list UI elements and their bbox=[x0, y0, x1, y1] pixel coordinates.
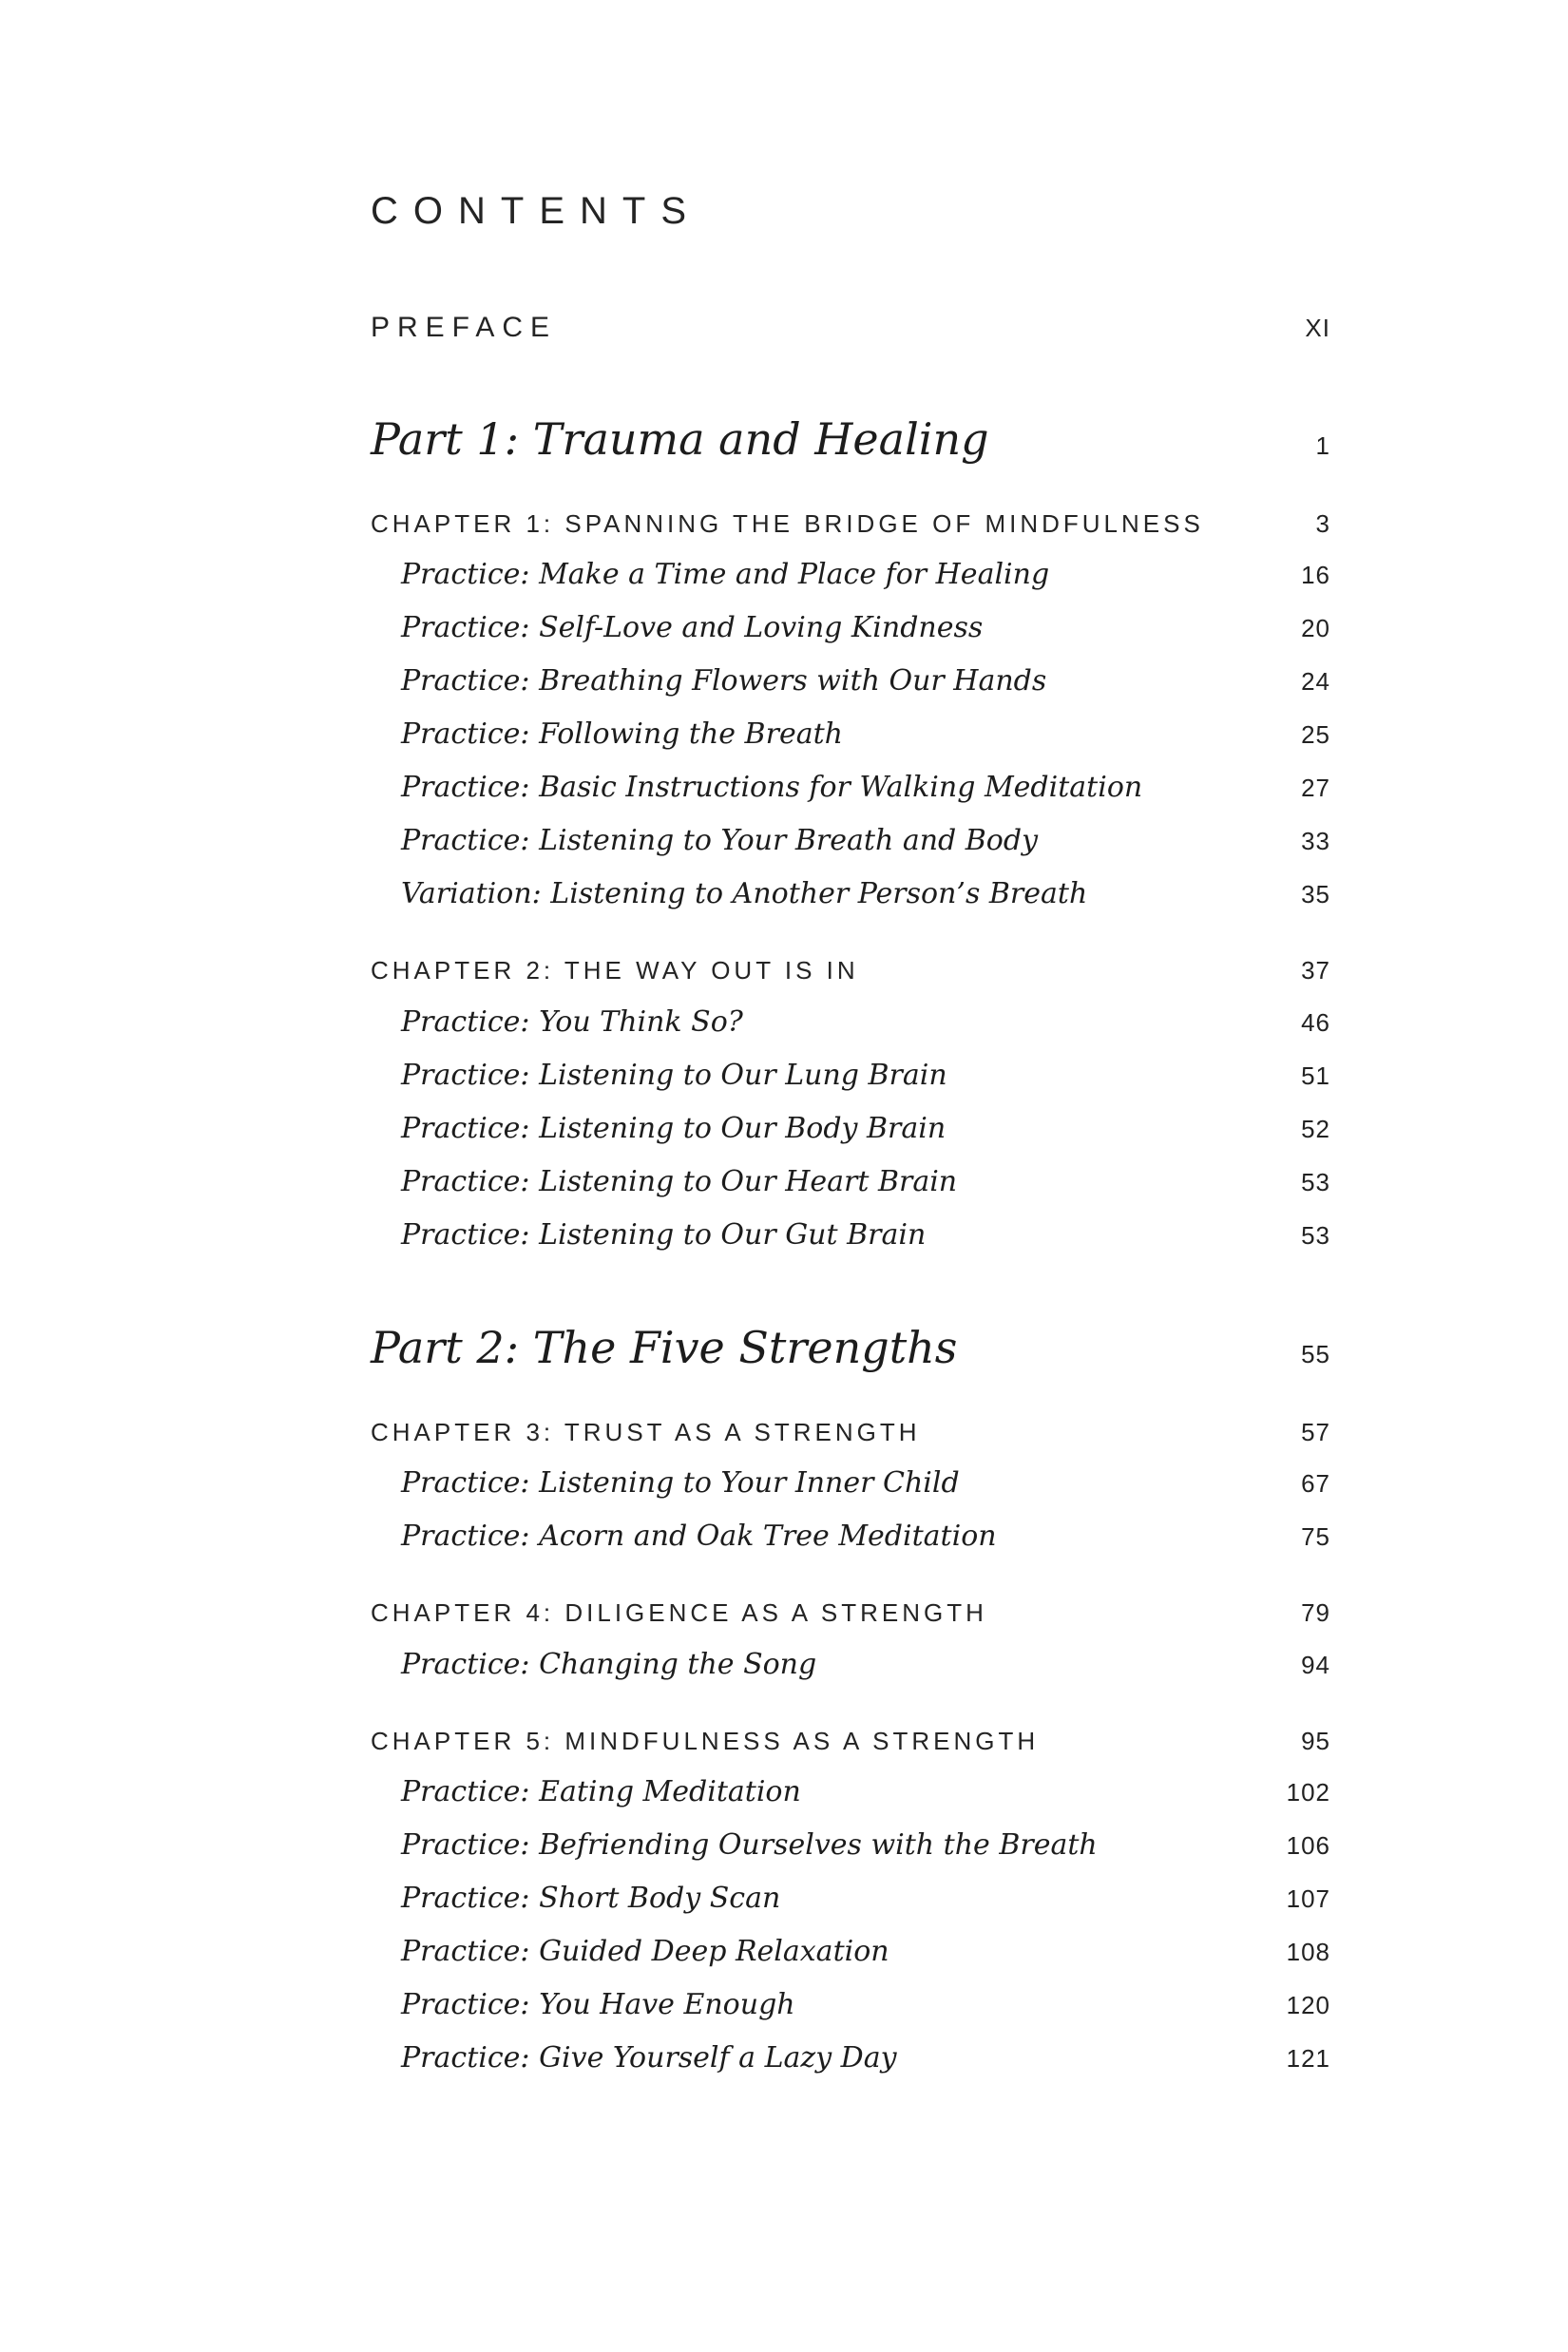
page-number: 67 bbox=[1301, 1469, 1330, 1499]
page-number: 33 bbox=[1301, 827, 1330, 856]
practice-title: Practice: Self-Love and Loving Kindness bbox=[401, 611, 984, 645]
page-number: 46 bbox=[1301, 1007, 1330, 1037]
chapter-title: CHAPTER 4: DILIGENCE AS A STRENGTH bbox=[371, 1598, 987, 1628]
toc-entry-chapter bbox=[371, 955, 1330, 986]
page-number: XI bbox=[1305, 314, 1330, 342]
practice-title: Practice: Listening to Your Inner Child bbox=[401, 1466, 960, 1501]
page-number: 79 bbox=[1301, 1598, 1330, 1628]
practice-title: Practice: Eating Meditation bbox=[401, 1775, 801, 1809]
practice-title: Practice: Listening to Our Body Brain bbox=[401, 1111, 947, 1145]
practice-title: Practice: Guided Deep Relaxation bbox=[401, 1935, 889, 1969]
page-title: CONTENTS bbox=[371, 190, 701, 232]
practice-title: Practice: Give Yourself a Lazy Day bbox=[401, 2041, 897, 2075]
practice-title: Variation: Listening to Another Person’s Breath bbox=[401, 877, 1088, 911]
toc-entry-chapter bbox=[371, 508, 1330, 540]
toc-entry-practice bbox=[371, 1648, 1330, 1682]
toc-entry-practice bbox=[371, 1520, 1330, 1554]
toc-entry-practice bbox=[371, 1882, 1330, 1916]
toc-entry-practice bbox=[371, 771, 1330, 805]
practice-title: Practice: Following the Breath bbox=[401, 717, 843, 752]
toc-entry-chapter bbox=[371, 1417, 1330, 1448]
page-number: 120 bbox=[1286, 1991, 1330, 2020]
page-number: 107 bbox=[1286, 1884, 1330, 1914]
page-number: 27 bbox=[1301, 774, 1330, 803]
practice-title: Practice: Befriending Ourselves with the Breath bbox=[401, 1828, 1098, 1863]
toc-entry-part bbox=[371, 414, 1330, 465]
practice-title: Practice: You Have Enough bbox=[401, 1988, 795, 2022]
practice-title: Practice: Listening to Your Breath and Body bbox=[401, 824, 1039, 858]
chapter-title: CHAPTER 1: SPANNING THE BRIDGE OF MINDFULNESS bbox=[371, 508, 1204, 538]
toc-entry-chapter bbox=[371, 1597, 1330, 1629]
practice-title: Practice: Changing the Song bbox=[401, 1647, 817, 1681]
toc-entry-practice bbox=[371, 1218, 1330, 1252]
toc-entry-preface bbox=[371, 312, 1330, 344]
page-number: 24 bbox=[1301, 667, 1330, 697]
practice-title: Practice: You Think So? bbox=[401, 1004, 743, 1039]
part-title: Part 1: Trauma and Healing bbox=[371, 413, 989, 465]
toc-entry-practice bbox=[371, 1165, 1330, 1199]
page-number: 1 bbox=[1315, 431, 1330, 460]
practice-title: Practice: Listening to Our Gut Brain bbox=[401, 1217, 927, 1252]
chapter-title: CHAPTER 2: THE WAY OUT IS IN bbox=[371, 956, 859, 985]
toc-entry-practice bbox=[371, 611, 1330, 645]
page-number: 53 bbox=[1301, 1167, 1330, 1196]
toc-entry-practice bbox=[371, 824, 1330, 858]
page-number: 52 bbox=[1301, 1114, 1330, 1143]
toc-entry-practice bbox=[371, 664, 1330, 698]
page-number: 108 bbox=[1286, 1938, 1330, 1967]
practice-title: Practice: Short Body Scan bbox=[401, 1882, 781, 1916]
toc-entry-practice bbox=[371, 877, 1330, 911]
page-number: 57 bbox=[1301, 1417, 1330, 1446]
page-number: 20 bbox=[1301, 614, 1330, 643]
page-number: 121 bbox=[1286, 2044, 1330, 2074]
page-number: 53 bbox=[1301, 1220, 1330, 1250]
page-number: 3 bbox=[1315, 508, 1330, 538]
toc-entry-practice bbox=[371, 1988, 1330, 2022]
chapter-title: CHAPTER 5: MINDFULNESS AS A STRENGTH bbox=[371, 1726, 1040, 1755]
page-number: 94 bbox=[1301, 1650, 1330, 1679]
practice-title: Practice: Basic Instructions for Walking Meditation bbox=[401, 771, 1143, 805]
page-number: 35 bbox=[1301, 880, 1330, 909]
page-number: 37 bbox=[1301, 956, 1330, 985]
toc-entry-part bbox=[371, 1323, 1330, 1373]
chapter-title: CHAPTER 3: TRUST AS A STRENGTH bbox=[371, 1417, 921, 1446]
toc-entry-practice bbox=[371, 1059, 1330, 1093]
toc-entry-practice bbox=[371, 2041, 1330, 2075]
toc-entry-practice bbox=[371, 1466, 1330, 1501]
page-number: 16 bbox=[1301, 561, 1330, 590]
page-number: 51 bbox=[1301, 1061, 1330, 1090]
toc-entry-practice bbox=[371, 717, 1330, 752]
practice-title: Practice: Listening to Our Lung Brain bbox=[401, 1058, 947, 1092]
page-number: 25 bbox=[1301, 720, 1330, 750]
toc-entry-practice bbox=[371, 1775, 1330, 1809]
toc-entry-practice bbox=[371, 1828, 1330, 1863]
practice-title: Practice: Make a Time and Place for Healing bbox=[401, 558, 1050, 592]
part-title: Part 2: The Five Strengths bbox=[371, 1321, 958, 1373]
page-number: 106 bbox=[1286, 1831, 1330, 1861]
toc-entry-practice bbox=[371, 558, 1330, 592]
practice-title: Practice: Breathing Flowers with Our Hands bbox=[401, 664, 1047, 698]
practice-title: Practice: Acorn and Oak Tree Meditation bbox=[401, 1520, 997, 1554]
practice-title: Practice: Listening to Our Heart Brain bbox=[401, 1164, 958, 1198]
toc-entry-practice bbox=[371, 1935, 1330, 1969]
toc-entry-practice bbox=[371, 1005, 1330, 1040]
page-number: 75 bbox=[1301, 1522, 1330, 1552]
preface-label: PREFACE bbox=[371, 312, 558, 343]
page-number: 102 bbox=[1286, 1778, 1330, 1807]
page-number: 95 bbox=[1301, 1726, 1330, 1755]
toc-entry-chapter bbox=[371, 1726, 1330, 1757]
toc-entry-practice bbox=[371, 1112, 1330, 1146]
page-number: 55 bbox=[1301, 1339, 1330, 1368]
